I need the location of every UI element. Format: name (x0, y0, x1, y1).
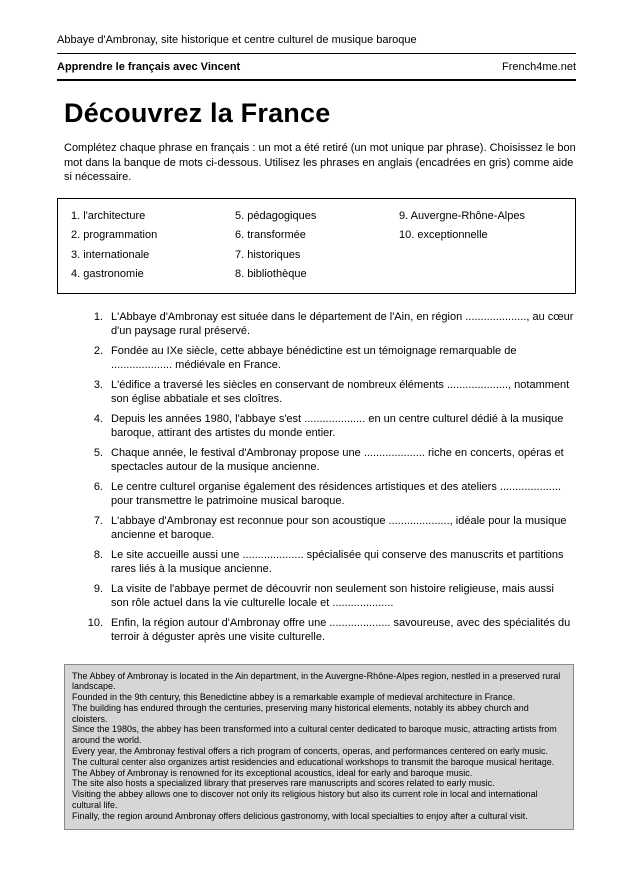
english-help-line: The cultural center also organizes artist residencies and educational workshops to transmit the baroque musical heritage. (72, 756, 555, 767)
website-label: French4me.net (502, 61, 576, 73)
exercise-sentence (81, 446, 576, 475)
english-help-line: The Abbey of Ambronay is located in the Ain department, in the Auvergne-Rhône-Alpes region, nestled in a preserved rural landscape. (72, 670, 561, 692)
english-help-line: The site also hosts a specialized library that preserves rare manuscripts and scores related to early music. (72, 778, 495, 789)
word-bank-item: 7. historiques (235, 248, 301, 261)
sentence-text: Fondée au IXe siècle, cette abbaye bénédictine est un témoignage remarquable de .................... médiévale en France. (111, 344, 517, 371)
word-bank (57, 198, 576, 294)
exercise-sentence (81, 548, 576, 577)
sentence-text: Chaque année, le festival d'Ambronay propose une .................... riche en concerts, opéras et spectacles autour de la musique ancienne. (111, 446, 564, 473)
sentence-text: Le site accueille aussi une .................... spécialisée qui conserve des manuscrits et partitions rares liés à la musique ancienne. (111, 548, 564, 575)
sentence-number: 6. (93, 480, 103, 493)
brand-name: Apprendre le français avec Vincent (57, 61, 241, 73)
exercise-sentence (81, 412, 576, 441)
word-bank-column-2 (235, 211, 399, 289)
sentence-number: 3. (93, 378, 103, 391)
exercise-sentence (81, 514, 576, 543)
sentence-text: La visite de l'abbaye permet de découvrir non seulement son histoire religieuse, mais aussi son rôle actuel dans la vie culturelle locale et .................... (111, 582, 554, 609)
english-help-line: Visiting the abbey allows one to discover not only its religious history but also its current role in local and international cultural life. (72, 789, 538, 811)
exercise-sentence (81, 582, 576, 611)
sentence-number: 10. (87, 616, 103, 629)
sentence-number: 9. (93, 582, 103, 595)
word-bank-column-3 (399, 211, 563, 289)
sentence-text: L'abbaye d'Ambronay est reconnue pour son acoustique ...................., idéale pour la musique ancienne et baroque. (111, 514, 567, 541)
exercise-sentence (81, 310, 576, 339)
english-help-line: Every year, the Ambronay festival offers a rich program of concerts, operas, and performances centered on early music. (72, 746, 549, 757)
exercise-sentence (81, 480, 576, 509)
sentence-number: 4. (93, 412, 103, 425)
word-bank-item: 1. l'architecture (71, 209, 146, 222)
sentence-number: 8. (93, 548, 103, 561)
sentence-number: 1. (93, 310, 103, 323)
word-bank-item: 10. exceptionnelle (399, 229, 488, 241)
word-bank-item: 8. bibliothèque (235, 268, 307, 280)
sentence-number: 5. (93, 446, 103, 459)
sentence-number: 7. (93, 514, 103, 527)
english-help-line: The Abbey of Ambronay is renowned for its exceptional acoustics, ideal for early and baroque music. (72, 767, 473, 778)
sentence-text: L'édifice a traversé les siècles en conservant de nombreux éléments ...................., notamment son église abbatiale et ses cloîtres. (111, 378, 570, 405)
english-help-box (64, 664, 574, 830)
exercise-instructions: Complétez chaque phrase en français : un mot a été retiré (un mot unique par phrase). Choisissez le bon mot dans la banque de mots ci-dessous. Utilisez les phrases en anglais (encadrées en gris) comme aide si nécessaire. (64, 142, 576, 183)
english-help-line: Founded in the 9th century, this Benedictine abbey is a remarkable example of medieval architecture in France. (72, 692, 516, 703)
word-bank-item: 3. internationale (71, 248, 150, 261)
document-subject-title: Abbaye d'Ambronay, site historique et centre culturel de musique baroque (57, 34, 576, 54)
exercise-sentence-list (81, 310, 576, 645)
word-bank-item: 2. programmation (71, 229, 158, 241)
word-bank-item: 5. pédagogiques (235, 209, 317, 222)
word-bank-column-1 (71, 211, 235, 289)
word-bank-item: 9. Auvergne-Rhône-Alpes (399, 209, 525, 222)
exercise-sentence (81, 616, 576, 645)
brand-bar (57, 54, 576, 81)
english-help-line: Finally, the region around Ambronay offers delicious gastronomy, with local specialties to enjoy after a cultural visit. (72, 810, 528, 821)
word-bank-item: 6. transformée (235, 229, 306, 241)
exercise-sentence (81, 344, 576, 373)
sentence-text: L'Abbaye d'Ambronay est située dans le département de l'Ain, en région ...................., au cœur d'un paysage rural préservé. (111, 310, 574, 337)
sentence-text: Depuis les années 1980, l'abbaye s'est .................... en un centre culturel dédié à la musique baroque, attirant des artistes du monde entier. (111, 412, 564, 439)
sentence-text: Enfin, la région autour d'Ambronay offre une .................... savoureuse, avec des spécialités du terroir à déguster après une visite culturelle. (111, 616, 571, 643)
exercise-sentence (81, 378, 576, 407)
english-help-line: The building has endured through the centuries, preserving many historical elements, notably its abbey church and cloisters. (72, 702, 529, 724)
english-help-line: Since the 1980s, the abbey has been transformed into a cultural center dedicated to baroque music, attracting artists from around the world. (72, 724, 557, 746)
sentence-text: Le centre culturel organise également des résidences artistiques et des ateliers .................... pour transmettre le patrimoine musical baroque. (111, 480, 562, 507)
sentence-number: 2. (93, 344, 103, 357)
page-title: Découvrez la France (64, 98, 331, 128)
word-bank-item: 4. gastronomie (71, 268, 144, 280)
